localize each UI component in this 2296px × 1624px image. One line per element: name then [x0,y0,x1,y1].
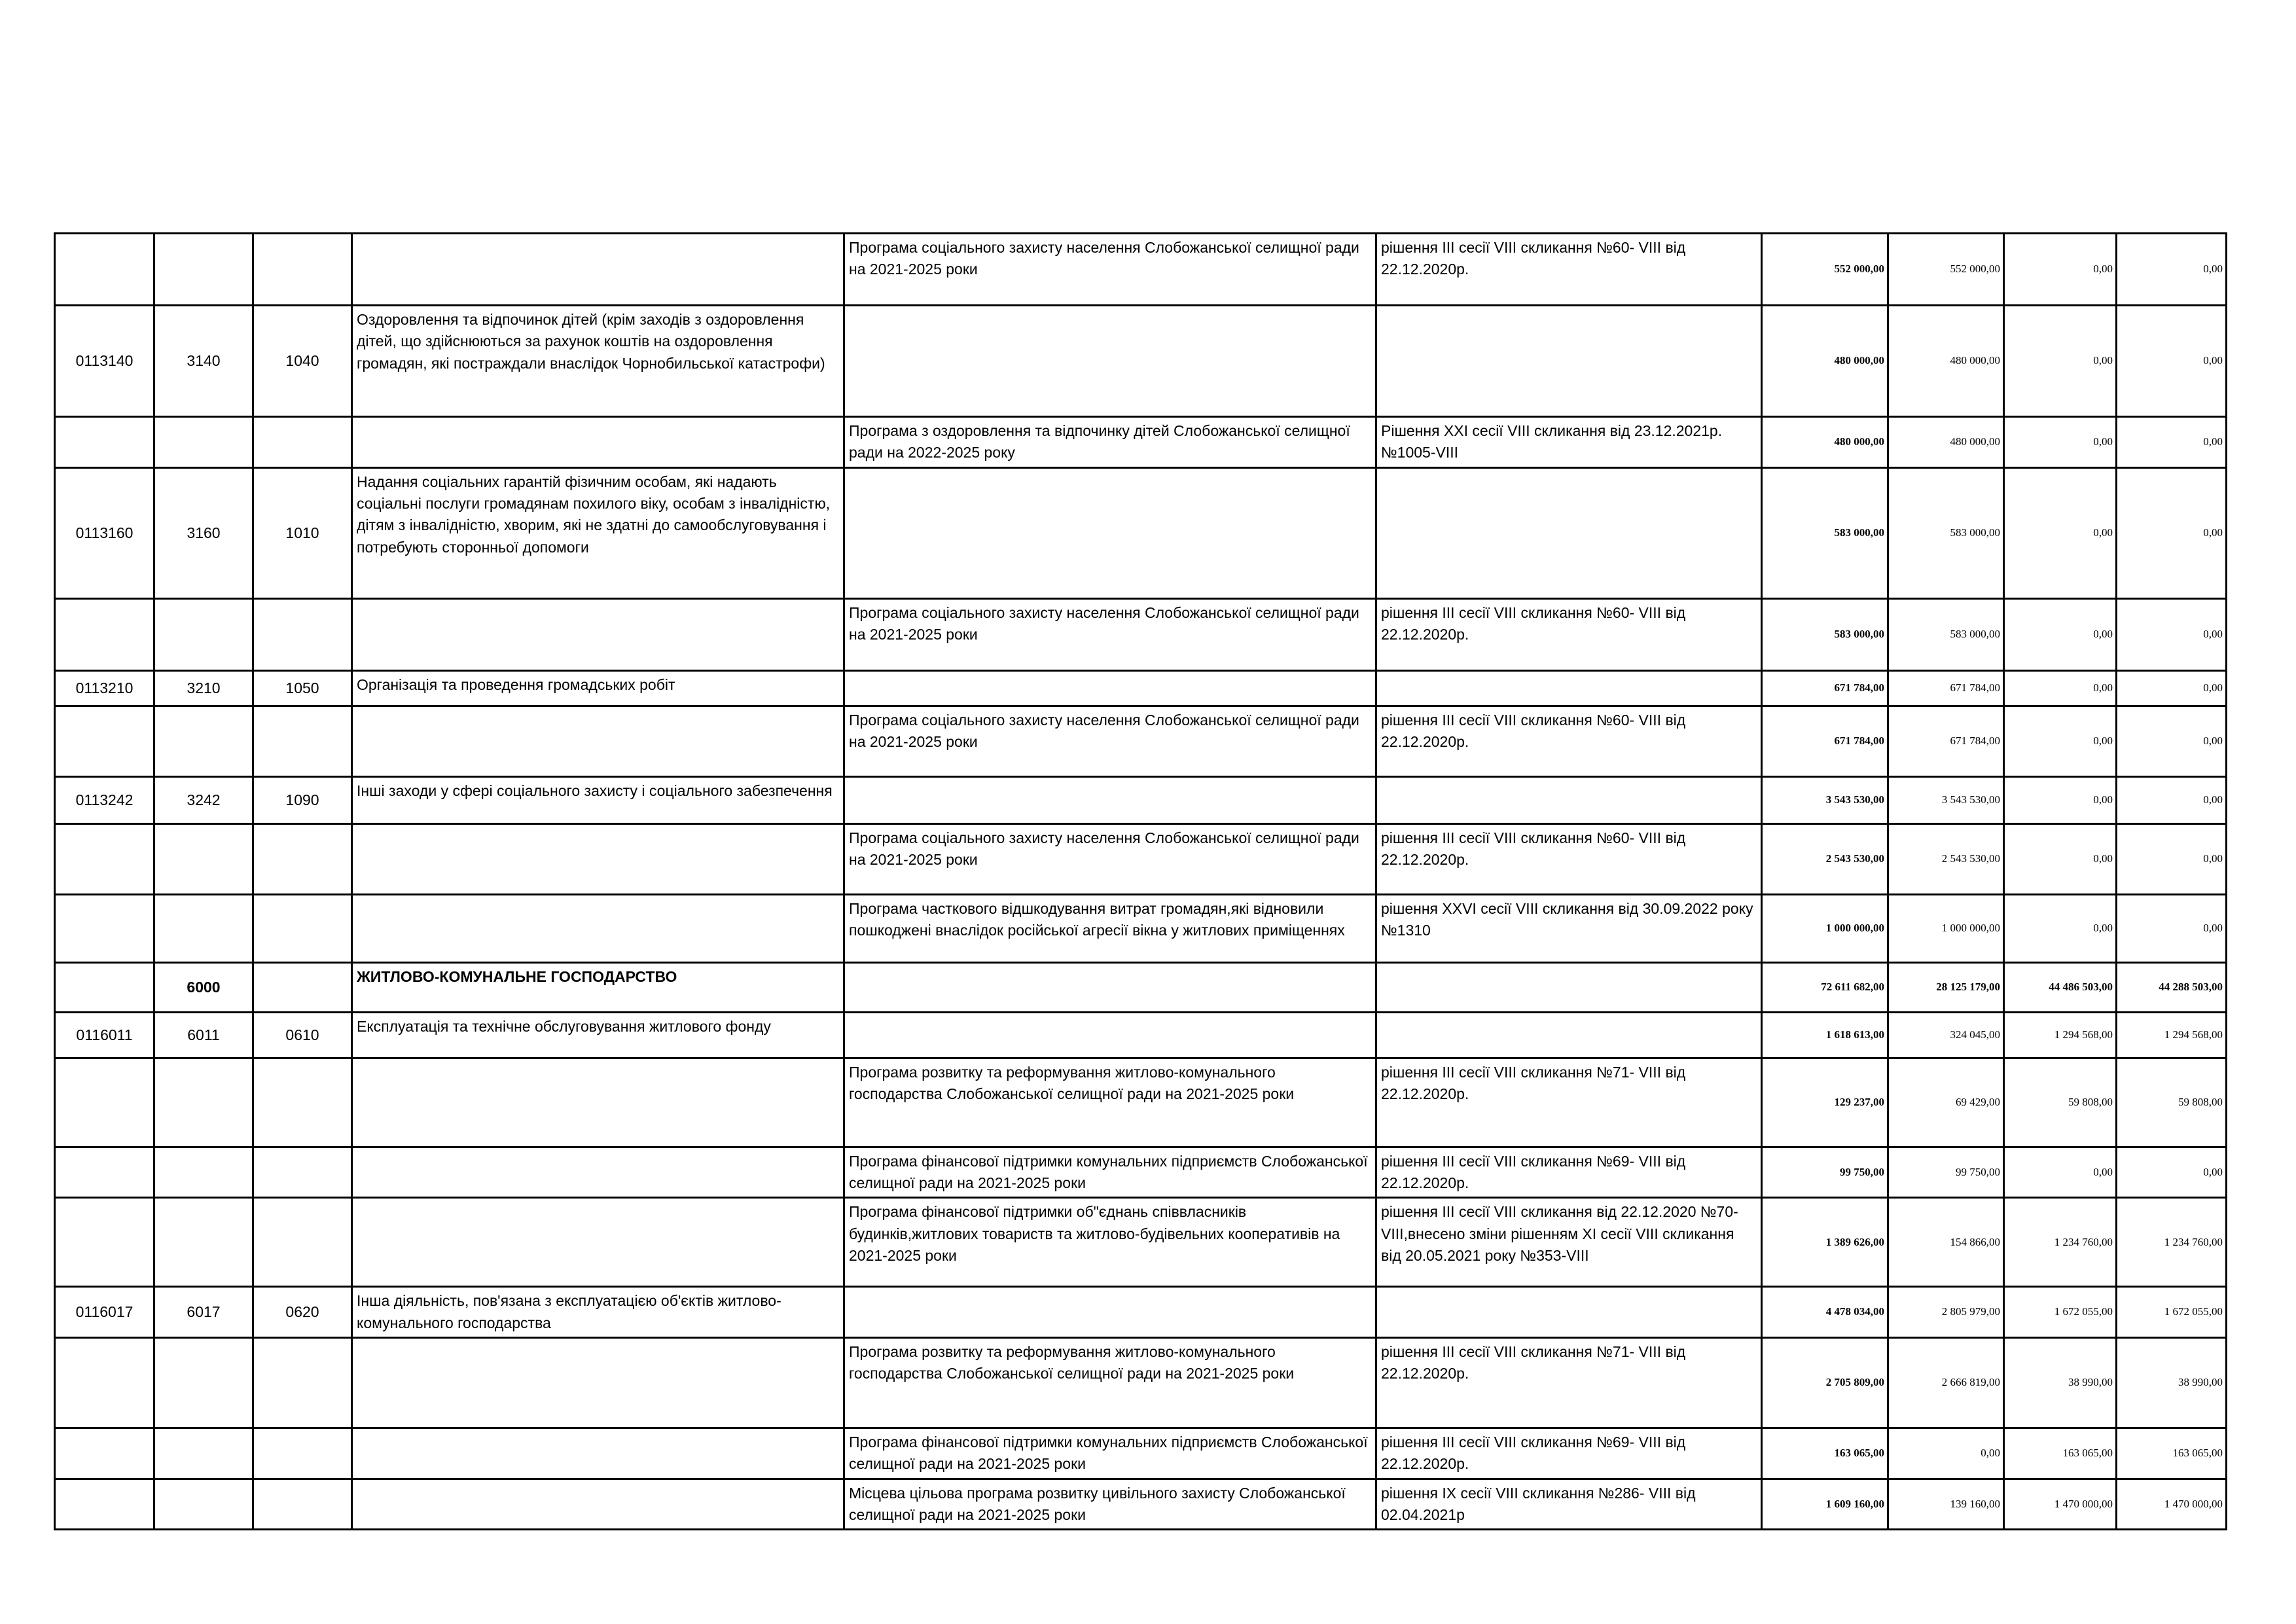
special-fund-cell: 0,00 [2004,706,2117,776]
special-fund-cell: 44 486 503,00 [2004,962,2117,1012]
function-code-cell: 3140 [154,306,253,417]
special-fund-cell: 0,00 [2004,823,2117,894]
expenditure-name-cell: Оздоровлення та відпочинок дітей (крім заходів з оздоровлення дітей, що здійснюються за рахунок коштів на оздоровлення громадян, які постраждали внаслідок Чорнобильської катастрофи) [352,306,844,417]
total-amount-cell: 2 705 809,00 [1762,1338,1888,1428]
total-amount-cell: 671 784,00 [1762,670,1888,706]
program-name-cell [844,962,1376,1012]
program-name-cell: Програма розвитку та реформування житлово-комунального господарства Слобожанської селищної ради на 2021-2025 роки [844,1338,1376,1428]
program-row [55,1428,2227,1479]
general-fund-cell: 1 000 000,00 [1888,894,2004,962]
program-name-cell [844,467,1376,598]
program-code-cell: 0113210 [55,670,154,706]
council-decision-cell [1376,670,1762,706]
fkvk-code-cell [253,706,352,776]
budget-line-row [55,776,2227,823]
fkvk-code-cell [253,962,352,1012]
function-code-cell [154,1147,253,1198]
fkvk-code-cell [253,1058,352,1147]
council-decision-cell [1376,962,1762,1012]
function-code-cell [154,1058,253,1147]
program-row [55,1479,2227,1530]
total-amount-cell: 163 065,00 [1762,1428,1888,1479]
expenditure-name-cell [352,234,844,306]
council-decision-cell: рішення ІХ сесії VIII скликання №286- VIII від 02.04.2021р [1376,1479,1762,1530]
general-fund-cell: 2 805 979,00 [1888,1287,2004,1338]
program-name-cell: Програма часткового відшкодування витрат громадян,які відновили пошкоджені внаслідок російської агресії вікна у житлових приміщеннях [844,894,1376,962]
program-code-cell [55,823,154,894]
general-fund-cell: 2 543 530,00 [1888,823,2004,894]
special-fund-cell: 0,00 [2004,467,2117,598]
function-code-cell: 6000 [154,962,253,1012]
program-row [55,1147,2227,1198]
total-amount-cell: 99 750,00 [1762,1147,1888,1198]
expenditure-name-cell [352,1338,844,1428]
program-code-cell [55,894,154,962]
expenditure-name-cell [352,1147,844,1198]
council-decision-cell [1376,1287,1762,1338]
program-code-cell [55,598,154,670]
special-fund-cell: 38 990,00 [2004,1338,2117,1428]
program-code-cell: 0113140 [55,306,154,417]
development-budget-cell: 1 672 055,00 [2117,1287,2227,1338]
general-fund-cell: 99 750,00 [1888,1147,2004,1198]
general-fund-cell: 480 000,00 [1888,417,2004,468]
program-name-cell: Програма соціального захисту населення Слобожанської селищної ради на 2021-2025 роки [844,598,1376,670]
program-code-cell: 0113160 [55,467,154,598]
special-fund-cell: 0,00 [2004,1147,2117,1198]
fkvk-code-cell: 0610 [253,1012,352,1058]
general-fund-cell: 69 429,00 [1888,1058,2004,1147]
expenditure-name-cell [352,417,844,468]
expenditure-name-cell: Експлуатація та технічне обслуговування житлового фонду [352,1012,844,1058]
function-code-cell: 3210 [154,670,253,706]
program-name-cell [844,670,1376,706]
special-fund-cell: 0,00 [2004,306,2117,417]
council-decision-cell: рішення ІІІ сесії VIII скликання №60- VIII від 22.12.2020р. [1376,234,1762,306]
program-code-cell [55,1428,154,1479]
general-fund-cell: 324 045,00 [1888,1012,2004,1058]
function-code-cell [154,1338,253,1428]
program-row [55,1058,2227,1147]
development-budget-cell: 0,00 [2117,1147,2227,1198]
special-fund-cell: 0,00 [2004,417,2117,468]
program-code-cell [55,234,154,306]
program-name-cell: Програма з оздоровлення та відпочинку дітей Слобожанської селищної ради на 2022-2025 року [844,417,1376,468]
council-decision-cell [1376,776,1762,823]
development-budget-cell: 163 065,00 [2117,1428,2227,1479]
fkvk-code-cell: 0620 [253,1287,352,1338]
function-code-cell [154,706,253,776]
expenditure-name-cell [352,706,844,776]
expenditure-name-cell: Надання соціальних гарантій фізичним особам, які надають соціальні послуги громадянам похилого віку, особам з інвалідністю, дітям з інвалідністю, хворим, які не здатні до самообслуговування і потребують сторонньої допомоги [352,467,844,598]
development-budget-cell: 0,00 [2117,598,2227,670]
development-budget-cell: 1 294 568,00 [2117,1012,2227,1058]
fkvk-code-cell [253,598,352,670]
council-decision-cell [1376,306,1762,417]
general-fund-cell: 0,00 [1888,1428,2004,1479]
total-amount-cell: 129 237,00 [1762,1058,1888,1147]
program-row [55,894,2227,962]
budget-line-row [55,1287,2227,1338]
special-fund-cell: 0,00 [2004,234,2117,306]
fkvk-code-cell: 1040 [253,306,352,417]
function-code-cell [154,1198,253,1287]
council-decision-cell: рішення ІІІ сесії VIII скликання №71- VIII від 22.12.2020р. [1376,1338,1762,1428]
function-code-cell [154,894,253,962]
council-decision-cell: рішення ІІІ сесії VIII скликання від 22.12.2020 №70-VIII,внесено зміни рішенням ХІ сесії VIII скликання від 20.05.2021 року №353-VIII [1376,1198,1762,1287]
general-fund-cell: 139 160,00 [1888,1479,2004,1530]
expenditure-name-cell: Організація та проведення громадських робіт [352,670,844,706]
development-budget-cell: 0,00 [2117,234,2227,306]
section-row [55,962,2227,1012]
total-amount-cell: 480 000,00 [1762,306,1888,417]
expenditure-name-cell [352,1428,844,1479]
total-amount-cell: 3 543 530,00 [1762,776,1888,823]
special-fund-cell: 0,00 [2004,894,2117,962]
development-budget-cell: 0,00 [2117,776,2227,823]
fkvk-code-cell: 1010 [253,467,352,598]
special-fund-cell: 0,00 [2004,670,2117,706]
council-decision-cell: рішення ІІІ сесії VIII скликання №71- VIII від 22.12.2020р. [1376,1058,1762,1147]
special-fund-cell: 1 294 568,00 [2004,1012,2117,1058]
program-name-cell: Програма розвитку та реформування житлово-комунального господарства Слобожанської селищної ради на 2021-2025 роки [844,1058,1376,1147]
fkvk-code-cell [253,1479,352,1530]
fkvk-code-cell [253,417,352,468]
development-budget-cell: 59 808,00 [2117,1058,2227,1147]
development-budget-cell: 0,00 [2117,306,2227,417]
council-decision-cell: рішення ІІІ сесії VIII скликання №69- VIII від 22.12.2020р. [1376,1428,1762,1479]
expenditure-name-cell: Інша діяльність, пов'язана з експлуатацією об'єктів житлово-комунального господарства [352,1287,844,1338]
total-amount-cell: 1 389 626,00 [1762,1198,1888,1287]
special-fund-cell: 0,00 [2004,598,2117,670]
program-code-cell [55,1147,154,1198]
general-fund-cell: 671 784,00 [1888,670,2004,706]
expenditure-name-cell [352,1198,844,1287]
expenditure-name-cell: ЖИТЛОВО-КОМУНАЛЬНЕ ГОСПОДАРСТВО [352,962,844,1012]
fkvk-code-cell [253,1198,352,1287]
expenditure-name-cell [352,598,844,670]
fkvk-code-cell [253,894,352,962]
development-budget-cell: 38 990,00 [2117,1338,2227,1428]
budget-line-row [55,467,2227,598]
program-name-cell: Програма фінансової підтримки комунальних підприємств Слобожанської селищної ради на 2021-2025 роки [844,1147,1376,1198]
function-code-cell [154,598,253,670]
fkvk-code-cell: 1090 [253,776,352,823]
expenditure-name-cell: Інші заходи у сфері соціального захисту і соціального забезпечення [352,776,844,823]
total-amount-cell: 671 784,00 [1762,706,1888,776]
council-decision-cell: рішення ІІІ сесії VIII скликання №60- VIII від 22.12.2020р. [1376,706,1762,776]
program-code-cell: 0116017 [55,1287,154,1338]
budget-programs-table [54,232,2227,1530]
total-amount-cell: 1 618 613,00 [1762,1012,1888,1058]
program-code-cell [55,1338,154,1428]
program-row [55,234,2227,306]
council-decision-cell: рішення ІІІ сесії VIII скликання №69- VIII від 22.12.2020р. [1376,1147,1762,1198]
general-fund-cell: 583 000,00 [1888,467,2004,598]
program-code-cell [55,1479,154,1530]
total-amount-cell: 1 609 160,00 [1762,1479,1888,1530]
program-name-cell: Місцева цільова програма розвитку цивільного захисту Слобожанської селищної ради на 2021-2025 роки [844,1479,1376,1530]
development-budget-cell: 1 470 000,00 [2117,1479,2227,1530]
total-amount-cell: 583 000,00 [1762,467,1888,598]
council-decision-cell [1376,1012,1762,1058]
total-amount-cell: 1 000 000,00 [1762,894,1888,962]
program-name-cell [844,776,1376,823]
program-name-cell: Програма фінансової підтримки комунальних підприємств Слобожанської селищної ради на 2021-2025 роки [844,1428,1376,1479]
function-code-cell: 6011 [154,1012,253,1058]
total-amount-cell: 583 000,00 [1762,598,1888,670]
table-body [55,234,2227,1530]
general-fund-cell: 2 666 819,00 [1888,1338,2004,1428]
development-budget-cell: 0,00 [2117,706,2227,776]
expenditure-name-cell [352,823,844,894]
function-code-cell: 6017 [154,1287,253,1338]
program-name-cell [844,1287,1376,1338]
development-budget-cell: 0,00 [2117,823,2227,894]
budget-line-row [55,306,2227,417]
fkvk-code-cell [253,1428,352,1479]
total-amount-cell: 552 000,00 [1762,234,1888,306]
expenditure-name-cell [352,1058,844,1147]
general-fund-cell: 3 543 530,00 [1888,776,2004,823]
program-code-cell [55,1058,154,1147]
development-budget-cell: 1 234 760,00 [2117,1198,2227,1287]
function-code-cell [154,1479,253,1530]
program-row [55,823,2227,894]
total-amount-cell: 72 611 682,00 [1762,962,1888,1012]
program-name-cell: Програма соціального захисту населення Слобожанської селищної ради на 2021-2025 роки [844,234,1376,306]
program-code-cell: 0113242 [55,776,154,823]
special-fund-cell: 163 065,00 [2004,1428,2117,1479]
development-budget-cell: 0,00 [2117,417,2227,468]
development-budget-cell: 44 288 503,00 [2117,962,2227,1012]
development-budget-cell: 0,00 [2117,670,2227,706]
fkvk-code-cell [253,1338,352,1428]
function-code-cell [154,823,253,894]
function-code-cell: 3242 [154,776,253,823]
expenditure-name-cell [352,1479,844,1530]
program-row [55,598,2227,670]
fkvk-code-cell [253,823,352,894]
development-budget-cell: 0,00 [2117,894,2227,962]
council-decision-cell: рішення ХХVІ сесії VIII скликання від 30.09.2022 року №1310 [1376,894,1762,962]
program-code-cell [55,706,154,776]
program-code-cell [55,417,154,468]
fkvk-code-cell [253,1147,352,1198]
program-row [55,1338,2227,1428]
fkvk-code-cell: 1050 [253,670,352,706]
program-code-cell [55,1198,154,1287]
function-code-cell: 3160 [154,467,253,598]
function-code-cell [154,1428,253,1479]
special-fund-cell: 1 672 055,00 [2004,1287,2117,1338]
general-fund-cell: 154 866,00 [1888,1198,2004,1287]
council-decision-cell: рішення ІІІ сесії VIII скликання №60- VIII від 22.12.2020р. [1376,823,1762,894]
program-row [55,706,2227,776]
development-budget-cell: 0,00 [2117,467,2227,598]
function-code-cell [154,234,253,306]
special-fund-cell: 1 234 760,00 [2004,1198,2117,1287]
program-name-cell: Програма фінансової підтримки об"єднань співвласників будинків,житлових товариств та житлово-будівельних кооперативів на 2021-2025 роки [844,1198,1376,1287]
general-fund-cell: 28 125 179,00 [1888,962,2004,1012]
council-decision-cell: рішення ІІІ сесії VIII скликання №60- VIII від 22.12.2020р. [1376,598,1762,670]
program-row [55,417,2227,468]
total-amount-cell: 2 543 530,00 [1762,823,1888,894]
special-fund-cell: 59 808,00 [2004,1058,2117,1147]
budget-line-row [55,670,2227,706]
total-amount-cell: 480 000,00 [1762,417,1888,468]
program-name-cell [844,1012,1376,1058]
program-code-cell [55,962,154,1012]
general-fund-cell: 671 784,00 [1888,706,2004,776]
budget-line-row [55,1012,2227,1058]
expenditure-name-cell [352,894,844,962]
program-name-cell [844,306,1376,417]
council-decision-cell [1376,467,1762,598]
council-decision-cell: Рішення ХХІ сесії VIII скликання від 23.12.2021р. №1005-VIII [1376,417,1762,468]
program-code-cell: 0116011 [55,1012,154,1058]
special-fund-cell: 0,00 [2004,776,2117,823]
special-fund-cell: 1 470 000,00 [2004,1479,2117,1530]
program-name-cell: Програма соціального захисту населення Слобожанської селищної ради на 2021-2025 роки [844,823,1376,894]
program-name-cell: Програма соціального захисту населення Слобожанської селищної ради на 2021-2025 роки [844,706,1376,776]
program-row [55,1198,2227,1287]
fkvk-code-cell [253,234,352,306]
total-amount-cell: 4 478 034,00 [1762,1287,1888,1338]
general-fund-cell: 583 000,00 [1888,598,2004,670]
general-fund-cell: 480 000,00 [1888,306,2004,417]
function-code-cell [154,417,253,468]
general-fund-cell: 552 000,00 [1888,234,2004,306]
